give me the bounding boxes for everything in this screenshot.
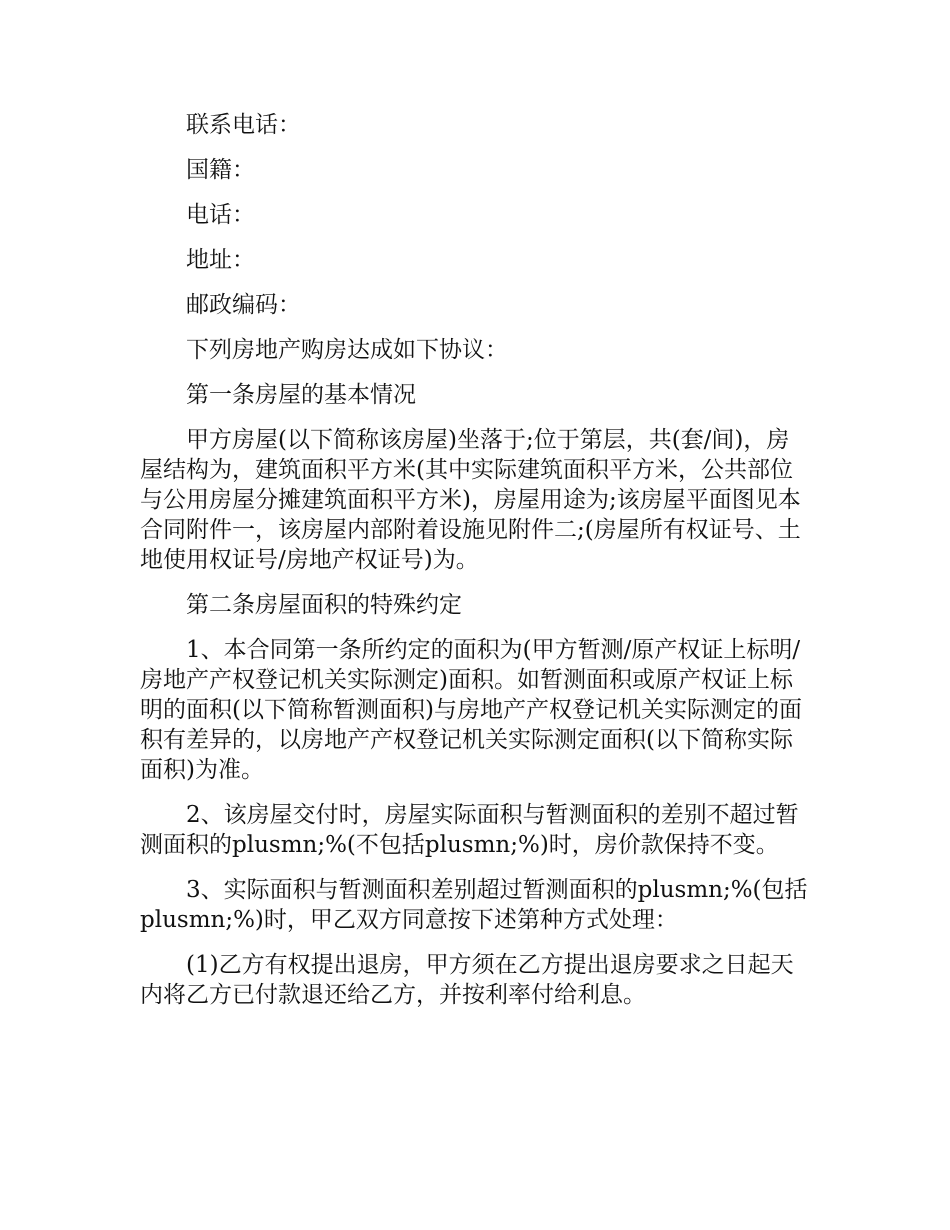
address-label: 地址： <box>186 247 255 273</box>
postal-code-label: 邮政编码： <box>186 292 301 318</box>
article-1-body: 甲方房屋(以下简称该房屋)坐落于;位于第层，共(套/间)，房屋结构为，建筑面积平方米(其中实际建筑面积平方米，公共部位与公用房屋分摊建筑面积平方米)，房屋用途为;该房屋平面图见本合同附件一，该房屋内部附着设施见附件二;(房屋所有权证号、土地使用权证号/房地产权证号)为。 <box>140 427 801 573</box>
agreement-intro: 下列房地产购房达成如下协议： <box>186 337 508 363</box>
article-1-heading: 第一条房屋的基本情况 <box>186 382 416 408</box>
article-2-clause-3-option-1: (1)乙方有权提出退房，甲方须在乙方提出退房要求之日起天内将乙方已付款退还给乙方，并按利率付给利息。 <box>140 952 794 1008</box>
nationality-label: 国籍： <box>186 157 255 183</box>
document-body <box>140 110 812 1025</box>
article-2-heading: 第二条房屋面积的特殊约定 <box>186 592 462 618</box>
article-2-clause-1: 1、本合同第一条所约定的面积为(甲方暂测/原产权证上标明/房地产产权登记机关实际测定)面积。如暂测面积或原产权证上标明的面积(以下简称暂测面积)与房地产产权登记机关实际测定的面积有差异的，以房地产产权登记机关实际测定面积(以下简称实际面积)为准。 <box>140 637 802 783</box>
article-2-clause-3: 3、实际面积与暂测面积差别超过暂测面积的plusmn;%(包括plusmn;%)时，甲乙双方同意按下述第种方式处理： <box>140 877 808 933</box>
article-2-clause-2: 2、该房屋交付时，房屋实际面积与暂测面积的差别不超过暂测面积的plusmn;%(不包括plusmn;%)时，房价款保持不变。 <box>140 802 799 858</box>
contact-phone-label: 联系电话： <box>186 112 301 138</box>
phone-label: 电话： <box>186 202 255 228</box>
